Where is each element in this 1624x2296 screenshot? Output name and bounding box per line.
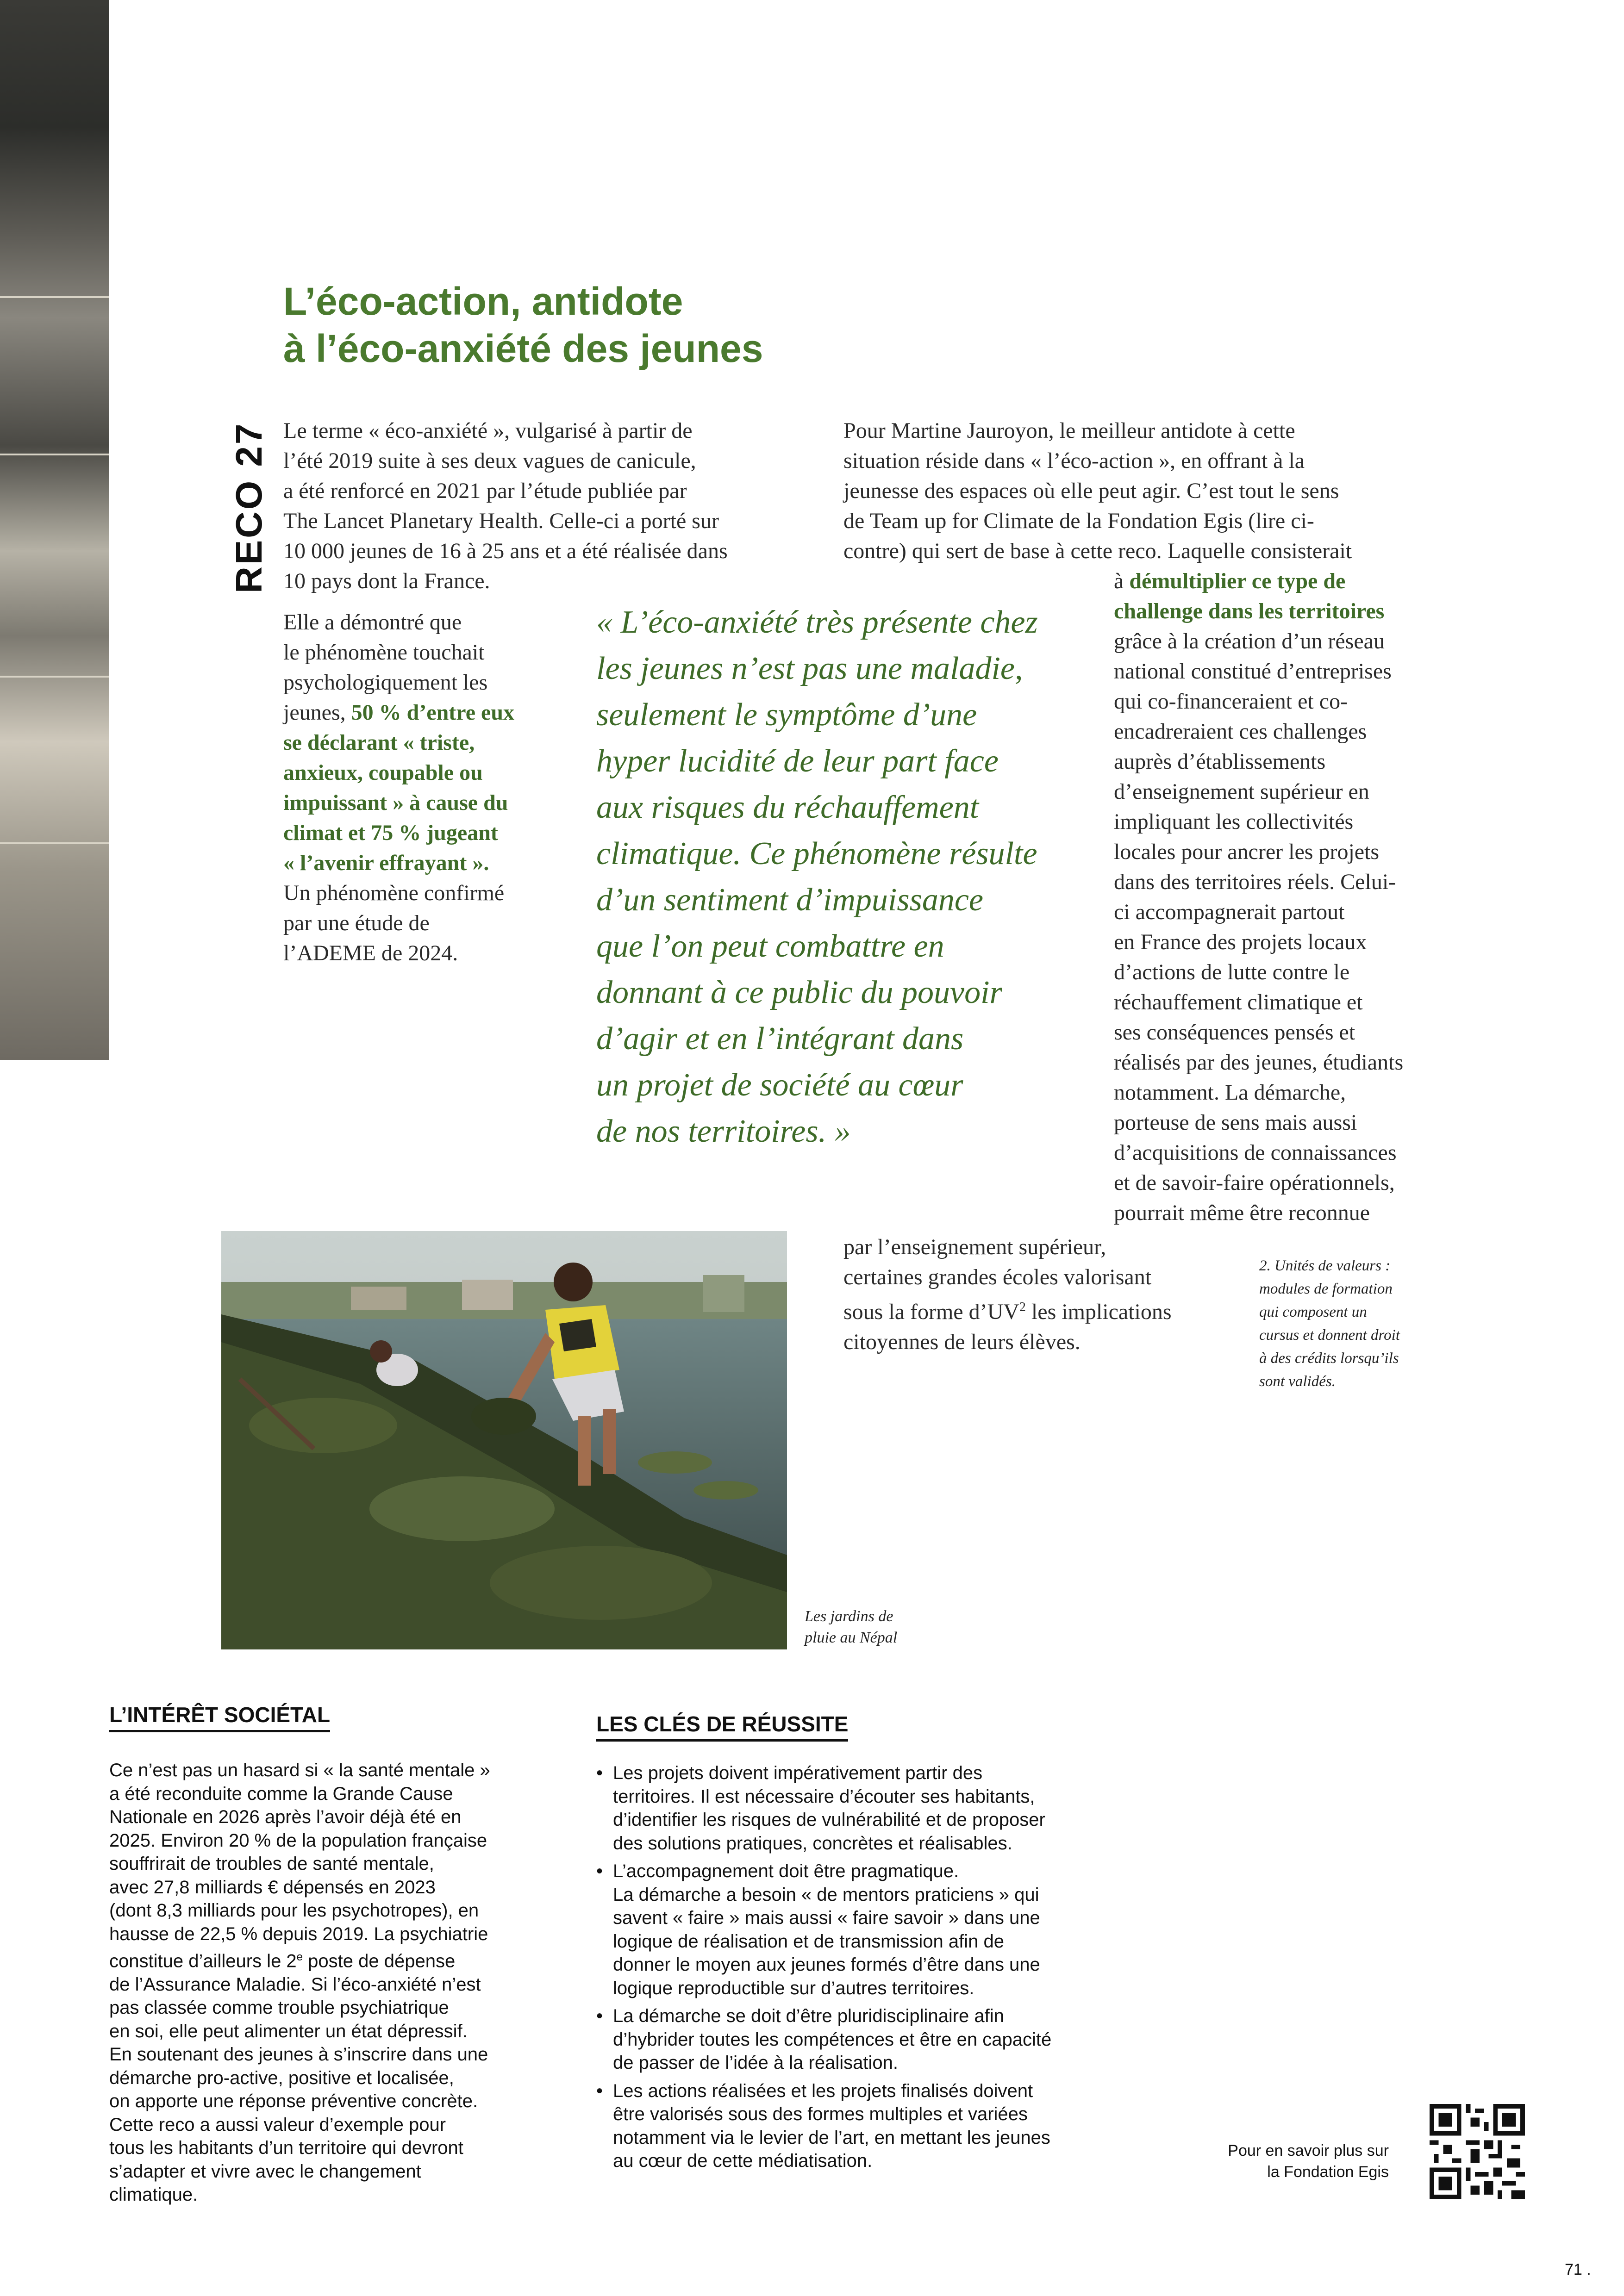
societal-line: hausse de 22,5 % depuis 2019. La psychiatrie (109, 1923, 488, 1944)
bullet-line: • La démarche se doit d’être pluridisciplinaire afin (613, 2006, 1004, 2026)
bullet-line: au cœur de cette médiatisation. (613, 2151, 873, 2171)
right-line (843, 1292, 1172, 1327)
bullet-line: • L’accompagnement doit être pragmatique. (613, 1861, 959, 1881)
photo-caption-line: Les jardins de (805, 1608, 893, 1625)
intro-line: The Lancet Planetary Health. Celle-ci a porté sur (283, 509, 719, 533)
right-line: jeunesse des espaces où elle peut agir. C’est tout le sens (843, 479, 1339, 503)
right-line: encadreraient ces challenges (1114, 719, 1367, 744)
right-line: porteuse de sens mais aussi (1114, 1110, 1357, 1135)
societal-line: 2025. Environ 20 % de la population française (109, 1830, 487, 1851)
footnote (1259, 1254, 1400, 1393)
stats-highlight-line: anxieux, coupable ou (283, 760, 483, 785)
qr-code-icon[interactable] (1430, 2104, 1525, 2199)
more-info-link[interactable] (1157, 2140, 1389, 2183)
societal-line: en soi, elle peut alimenter un état dépressif. (109, 2021, 468, 2041)
right-line: contre) qui sert de base à cette reco. Laquelle consisterait (843, 539, 1352, 563)
intro-line: 10 pays dont la France. (283, 569, 490, 593)
right-highlight-line: challenge dans les territoires (1114, 599, 1385, 623)
right-line: qui co-financeraient et co- (1114, 689, 1348, 714)
quote-line: de nos territoires. » (596, 1114, 851, 1149)
societal-line: (dont 8,3 milliards pour les psychotropes), en (109, 1900, 479, 1921)
societal-line: Ce n’est pas un hasard si « la santé mentale » (109, 1760, 490, 1780)
bullet-line: des solutions pratiques, concrètes et réalisables. (613, 1833, 1012, 1854)
footnote-ref: 2 (1019, 1300, 1026, 1314)
societal-line: climatique. (109, 2184, 198, 2205)
stats-line: Un phénomène confirmé (283, 881, 505, 905)
bullet-line: d’hybrider toutes les compétences et être en capacité (613, 2029, 1052, 2050)
more-info-line: Pour en savoir plus sur (1228, 2142, 1389, 2159)
footnote-line: 2. Unités de valeurs : (1259, 1257, 1391, 1274)
societal-line: a été reconduite comme la Grande Cause (109, 1783, 453, 1804)
intro-paragraph (283, 416, 728, 596)
stats-highlight: 50 % d’entre eux (351, 700, 515, 725)
footnote-line: cursus et donnent droit (1259, 1327, 1400, 1344)
quote-line: climatique. Ce phénomène résulte (596, 836, 1037, 871)
footnote-line: à des crédits lorsqu’ils (1259, 1350, 1399, 1367)
right-line: grâce à la création d’un réseau (1114, 629, 1385, 653)
right-line: et de savoir-faire opérationnels, (1114, 1170, 1395, 1195)
bullet-line: territoires. Il est nécessaire d’écouter ses habitants, (613, 1786, 1035, 1807)
societal-line: pas classée comme trouble psychiatrique (109, 1997, 449, 2018)
right-line: d’actions de lutte contre le (1114, 960, 1350, 984)
stats-line: le phénomène touchait (283, 640, 485, 665)
right-line: ses conséquences pensés et (1114, 1020, 1355, 1045)
societal-line: on apporte une réponse préventive concrète. (109, 2091, 478, 2112)
stats-highlight-line: climat et 75 % jugeant (283, 821, 498, 845)
keys-bullet (596, 2079, 1051, 2173)
side-decorative-photo (0, 0, 109, 1060)
right-line: national constitué d’entreprises (1114, 659, 1392, 684)
quote-line: seulement le symptôme d’une (596, 697, 977, 733)
bullet-line: notamment via le levier de l’art, en mettant les jeunes (613, 2127, 1050, 2148)
societal-line: de l’Assurance Maladie. Si l’éco-anxiété n’est (109, 1974, 481, 1995)
right-line: en France des projets locaux (1114, 930, 1367, 954)
societal-text: poste de dépense (303, 1951, 456, 1972)
societal-line (109, 1946, 490, 1973)
keys-bullet-list (596, 1761, 1051, 2178)
right-line: impliquant les collectivités (1114, 809, 1354, 834)
right-line: Pour Martine Jauroyon, le meilleur antidote à cette (843, 418, 1295, 443)
bullet-line: logique de réalisation et de transmission afin de (613, 1931, 1004, 1952)
right-text: sous la forme d’UV (843, 1300, 1019, 1324)
intro-line: 10 000 jeunes de 16 à 25 ans et a été réalisée dans (283, 539, 728, 563)
bullet-line: • Les actions réalisées et les projets finalisés doivent (613, 2080, 1033, 2101)
page-title (283, 278, 1070, 372)
intro-line: a été renforcé en 2021 par l’étude publiée par (283, 479, 687, 503)
right-line: certaines grandes écoles valorisant (843, 1265, 1152, 1289)
right-line: réchauffement climatique et (1114, 990, 1363, 1014)
photo-caption (805, 1606, 897, 1649)
quote-line: les jeunes n’est pas une maladie, (596, 651, 1023, 686)
nepal-rain-garden-photo (221, 1231, 787, 1649)
right-paragraph-top (843, 416, 1352, 566)
societal-line: démarche pro-active, positive et localisée, (109, 2067, 454, 2088)
stats-line (283, 697, 514, 728)
intro-line: Le terme « éco-anxiété », vulgarisé à partir de (283, 418, 693, 443)
bullet-line: • Les projets doivent impérativement partir des (613, 1763, 983, 1783)
page-number: 71 . (1565, 2261, 1591, 2278)
bullet-line: logique reproductible sur d’autres territoires. (613, 1978, 974, 1998)
stats-line: psychologiquement les (283, 670, 488, 695)
quote-line: d’agir et en l’intégrant dans (596, 1021, 964, 1057)
right-line: ci accompagnerait partout (1114, 900, 1345, 924)
societal-line: s’adapter et vivre avec le changement (109, 2161, 421, 2182)
keys-bullet (596, 1860, 1051, 2000)
right-line: locales pour ancrer les projets (1114, 840, 1380, 864)
more-info-line: la Fondation Egis (1267, 2163, 1389, 2181)
bullet-line: La démarche a besoin « de mentors praticiens » qui (613, 1884, 1039, 1905)
stats-highlight-line: impuissant » à cause du (283, 790, 508, 815)
right-line (1114, 566, 1403, 596)
quote-line: donnant à ce public du pouvoir (596, 975, 1002, 1010)
right-line: par l’enseignement supérieur, (843, 1235, 1106, 1259)
right-line: de Team up for Climate de la Fondation Egis (lire ci- (843, 509, 1314, 533)
bullet-line: de passer de l’idée à la réalisation. (613, 2053, 898, 2073)
intro-line: l’été 2019 suite à ses deux vagues de canicule, (283, 448, 696, 473)
quote-line: que l’on peut combattre en (596, 928, 944, 964)
right-line: situation réside dans « l’éco-action », en offrant à la (843, 448, 1305, 473)
right-line: d’acquisitions de connaissances (1114, 1140, 1397, 1165)
photo-caption-line: pluie au Népal (805, 1629, 898, 1646)
bullet-line: donner le moyen aux jeunes formés d’être dans une (613, 1954, 1040, 1975)
bullet-line: être valorisés sous des formes multiples et variées (613, 2104, 1028, 2124)
right-text: les implications (1025, 1300, 1172, 1324)
quote-line: hyper lucidité de leur part face (596, 743, 999, 779)
right-line: auprès d’établissements (1114, 749, 1326, 774)
societal-line: tous les habitants d’un territoire qui devront (109, 2138, 463, 2159)
title-line-2: à l’éco-anxiété des jeunes (283, 327, 763, 370)
stats-paragraph (283, 607, 514, 968)
right-line: réalisés par des jeunes, étudiants (1114, 1050, 1404, 1075)
reco-tag: RECO 27 (228, 422, 269, 593)
footnote-line: sont validés. (1259, 1373, 1336, 1390)
keys-bullet (596, 1761, 1051, 1855)
societal-line: souffrirait de troubles de santé mentale, (109, 1854, 434, 1874)
societal-line: Nationale en 2026 après l’avoir déjà été en (109, 1807, 462, 1827)
keys-heading: LES CLÉS DE RÉUSSITE (596, 1711, 848, 1742)
stats-line: Elle a démontré que (283, 610, 462, 635)
societal-line: En soutenant des jeunes à s’inscrire dans une (109, 2044, 488, 2065)
quote-line: d’un sentiment d’impuissance (596, 882, 983, 918)
quote-line: un projet de société au cœur (596, 1067, 963, 1103)
stats-line: l’ADEME de 2024. (283, 941, 458, 965)
bullet-line: savent « faire » mais aussi « faire savoir » dans une (613, 1908, 1040, 1928)
quote-line: « L’éco-anxiété très présente chez (596, 604, 1038, 640)
stats-highlight-line: « l’avenir effrayant ». (283, 851, 489, 875)
pull-quote (596, 599, 1038, 1155)
societal-text: constitue d’ailleurs le 2 (109, 1951, 297, 1972)
stats-text: jeunes, (283, 700, 351, 725)
societal-line: avec 27,8 milliards € dépensés en 2023 (109, 1877, 436, 1898)
superscript: e (296, 1951, 303, 1963)
footnote-line: qui composent un (1259, 1304, 1367, 1320)
keys-bullet (596, 2004, 1051, 2075)
right-line: dans des territoires réels. Celui- (1114, 870, 1396, 894)
stats-line: par une étude de (283, 911, 430, 935)
right-line: d’enseignement supérieur en (1114, 779, 1369, 804)
right-line: citoyennes de leurs élèves. (843, 1330, 1081, 1354)
societal-line: Cette reco a aussi valeur d’exemple pour (109, 2114, 446, 2135)
societal-heading: L’INTÉRÊT SOCIÉTAL (109, 1702, 330, 1732)
right-paragraph-bottom (843, 1232, 1172, 1357)
right-highlight: démultiplier ce type de (1129, 569, 1346, 593)
footnote-line: modules de formation (1259, 1281, 1393, 1297)
right-text: à (1114, 569, 1130, 593)
title-line-1: L’éco-action, antidote (283, 280, 683, 323)
right-line: pourrait même être reconnue (1114, 1201, 1370, 1225)
stats-highlight-line: se déclarant « triste, (283, 730, 475, 755)
quote-line: aux risques du réchauffement (596, 790, 979, 825)
societal-paragraph (109, 1759, 490, 2207)
right-paragraph-narrow (1114, 566, 1403, 1228)
bullet-line: d’identifier les risques de vulnérabilité et de proposer (613, 1810, 1045, 1830)
right-line: notamment. La démarche, (1114, 1080, 1346, 1105)
